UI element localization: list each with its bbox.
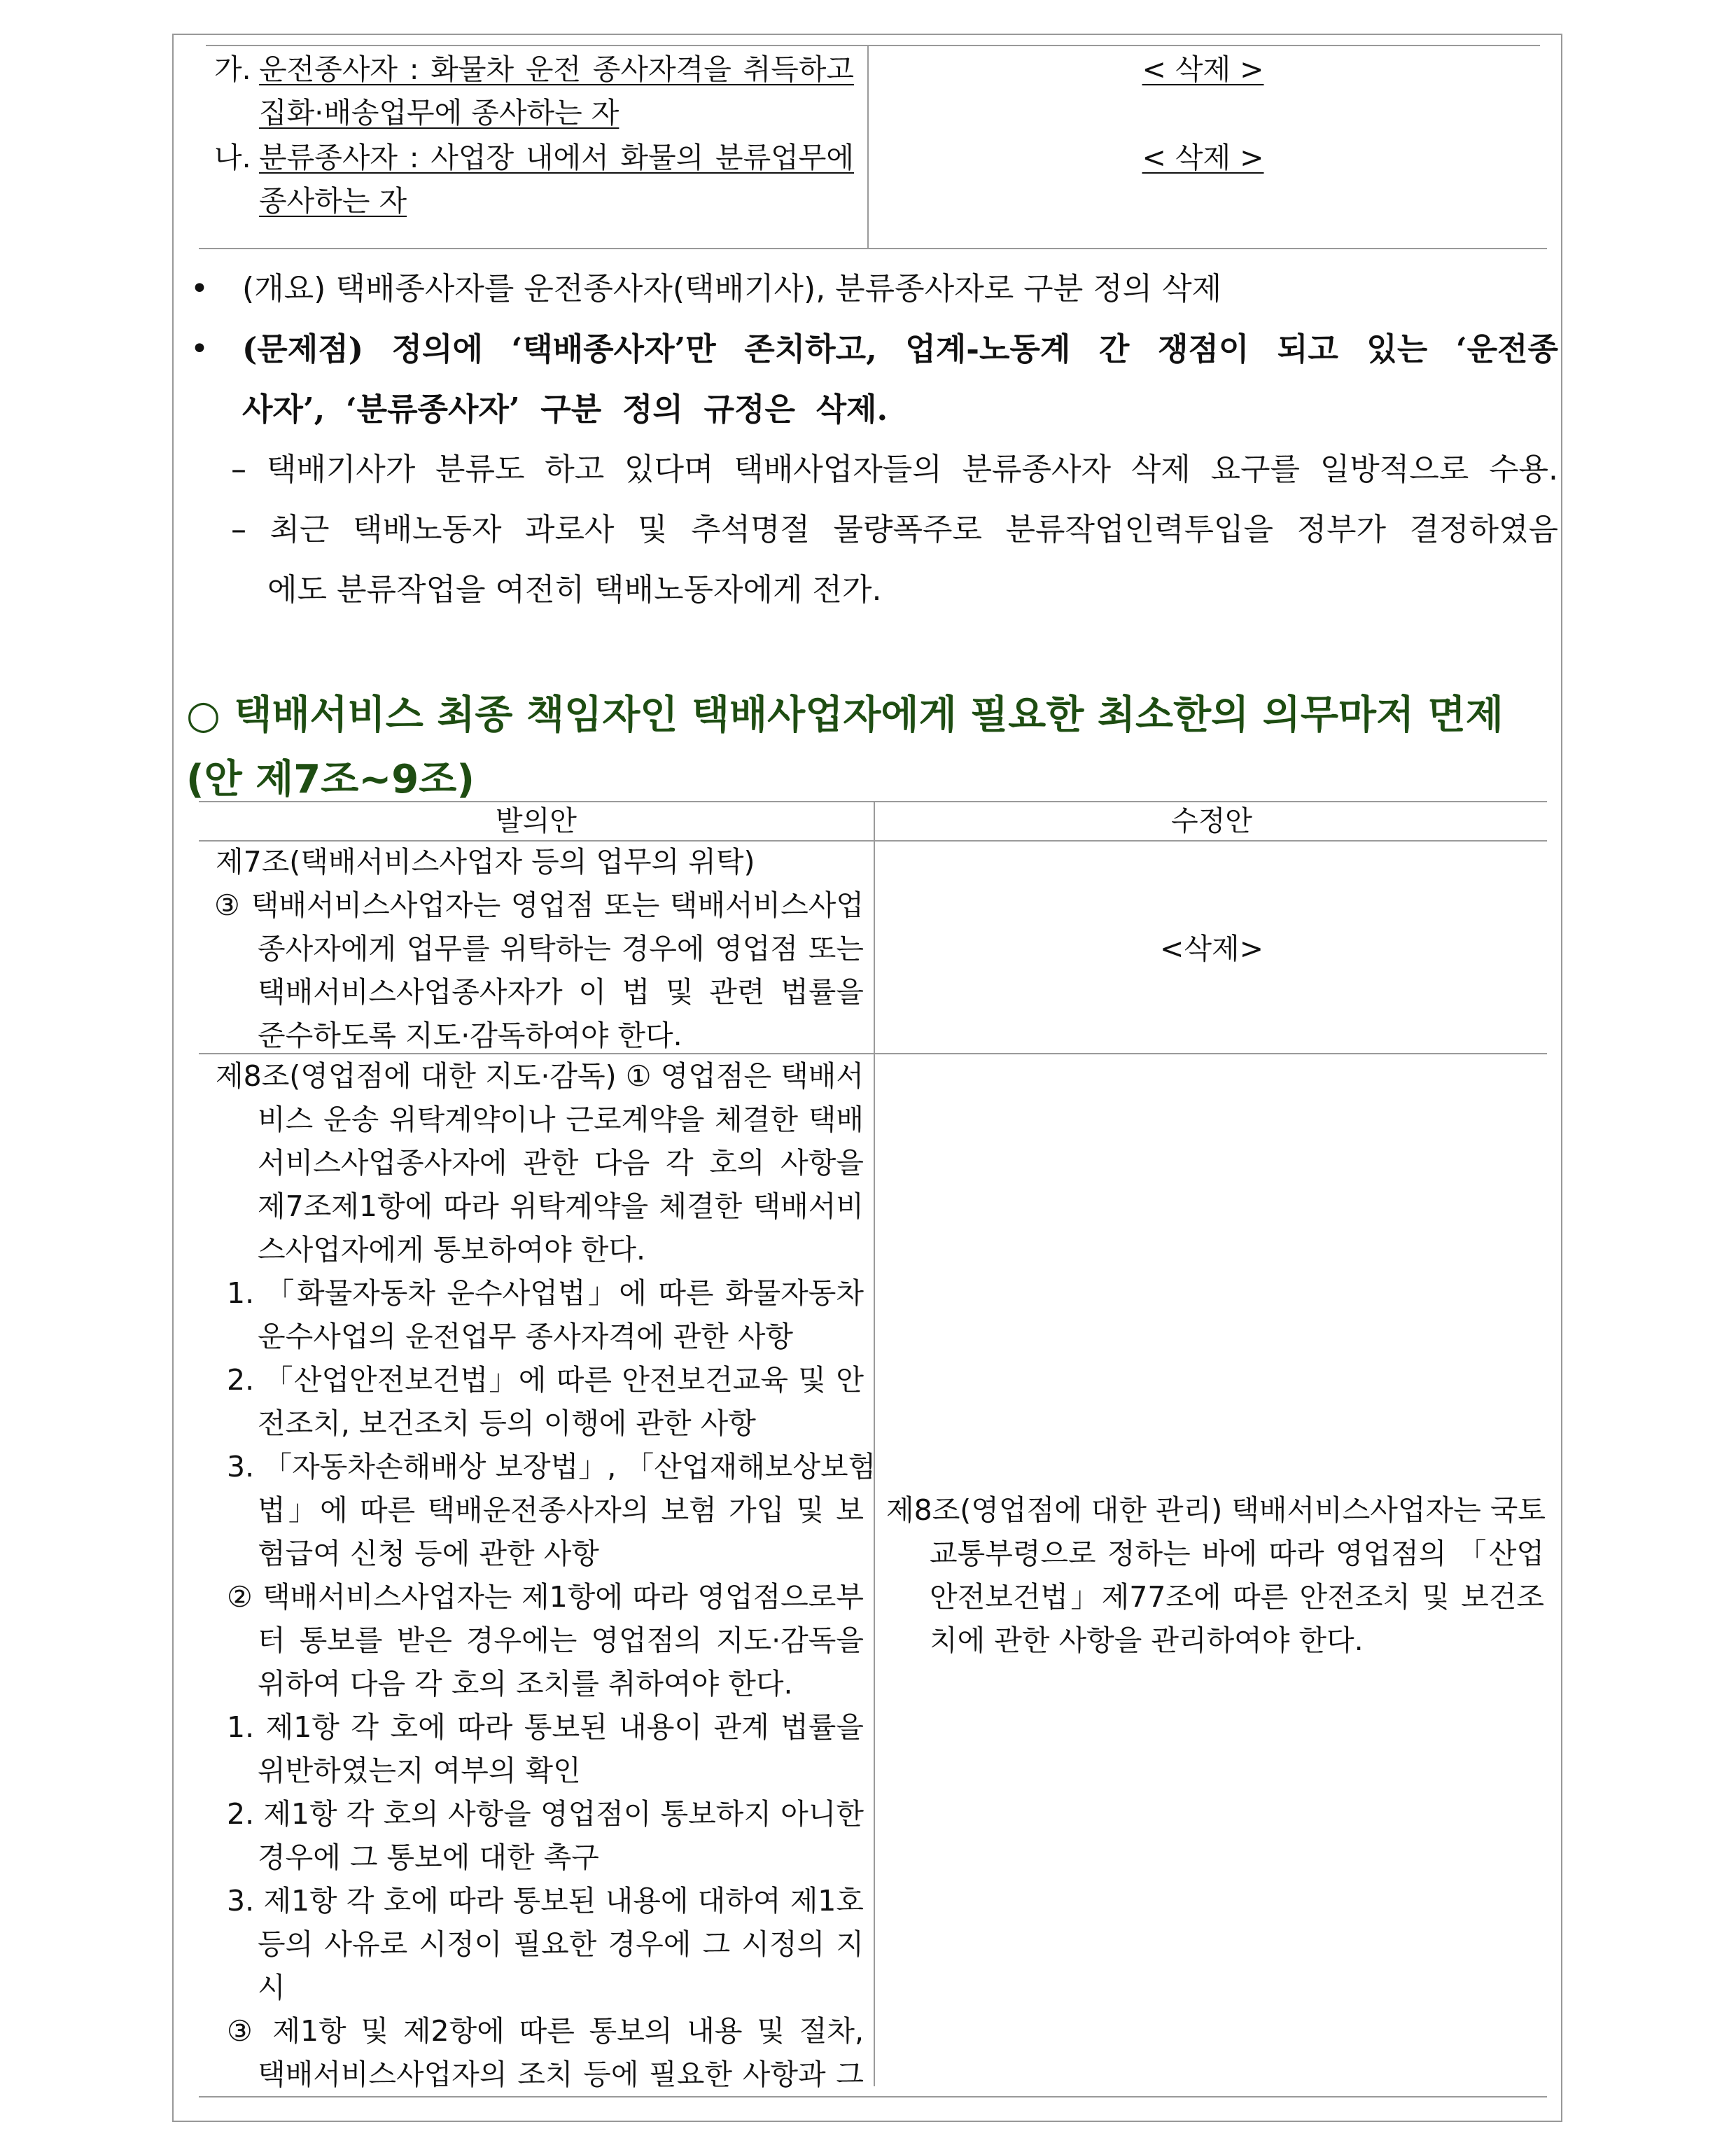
dash-item-1: – 택배기사가 분류도 하고 있다며 택배사업자들의 분류종사자 삭제 요구를 일방적으로 수용. bbox=[231, 452, 1558, 487]
section-heading-line1: ○ 택배서비스 최종 책임자인 택배사업자에게 필요한 최소한의 의무마저 면제 bbox=[186, 692, 1504, 738]
art8-revision-line: 치에 관한 사항을 관리하여야 한다. bbox=[930, 1624, 1364, 1657]
dash-item-2-line1: – 최근 택배노동자 과로사 및 추석명절 물량폭주로 분류작업인력투입을 정부가 결정하였음 bbox=[231, 512, 1558, 547]
art8-paragraph: ② 택배서비스사업자는 제1항에 따라 영업점으로부 bbox=[227, 1580, 864, 1614]
definition-sorter-line2: 종사하는 자 bbox=[259, 184, 407, 218]
art8-line: 스사업자에게 통보하여야 한다. bbox=[258, 1233, 645, 1266]
art8-paragraph: ③ 제1항 및 제2항에 따른 통보의 내용 및 절차, bbox=[227, 2014, 864, 2048]
document-page bbox=[172, 34, 1562, 2122]
bullet-dot: • bbox=[190, 271, 209, 307]
problem-text-line1: (문제점) 정의에 ‘택배종사자’만 존치하고, 업계-노동계 간 쟁점이 되고 있는 ‘운전종 bbox=[242, 330, 1558, 368]
art8-line: 제7조제1항에 따라 위탁계약을 체결한 택배서비 bbox=[258, 1189, 864, 1223]
art8-line: 전조치, 보건조치 등의 이행에 관한 사항 bbox=[258, 1406, 756, 1440]
problem-text-line2: 사자’, ‘분류종사자’ 구분 정의 규정은 삭제. bbox=[242, 391, 888, 428]
art7-line: 종사자에게 업무를 위탁하는 경우에 영업점 또는 bbox=[258, 932, 864, 965]
art7-line: 택배서비스사업종사자가 이 법 및 관련 법률을 bbox=[258, 975, 864, 1009]
art8-revision-line: 제8조(영업점에 대한 관리) 택배서비스사업자는 국토 bbox=[886, 1493, 1546, 1527]
art7-revision: <삭제> bbox=[1160, 932, 1264, 965]
art7-line: ③ 택배서비스사업자는 영업점 또는 택배서비스사업 bbox=[214, 888, 864, 922]
header-amendment: 수정안 bbox=[1171, 805, 1252, 837]
art8-item: 1. 제1항 각 호에 따라 통보된 내용이 관계 법률을 bbox=[227, 1710, 864, 1744]
table-bottom-rule bbox=[199, 248, 1547, 249]
header-proposal: 발의안 bbox=[496, 805, 577, 837]
dash-item-2-line2: 에도 분류작업을 여전히 택배노동자에게 전가. bbox=[267, 572, 882, 608]
revision-deleted-2: < 삭제 > bbox=[1142, 141, 1264, 174]
art8-line: 서비스사업종사자에 관한 다음 각 호의 사항을 bbox=[258, 1146, 864, 1180]
art8-line: 경우에 그 통보에 대한 촉구 bbox=[258, 1841, 599, 1874]
item-marker-na: 나. bbox=[214, 141, 251, 174]
art8-line: 터 통보를 받은 경우에는 영업점의 지도·감독을 bbox=[258, 1624, 864, 1657]
table-top-rule bbox=[206, 45, 1540, 46]
art8-line: 시 bbox=[258, 1971, 286, 2004]
overview-text: (개요) 택배종사자를 운전종사자(택배기사), 분류종사자로 구분 정의 삭제 bbox=[242, 271, 1222, 307]
art8-revision-line: 안전보건법」제77조에 따른 안전조치 및 보건조 bbox=[930, 1580, 1544, 1614]
art8-line: 운수사업의 운전업무 종사자격에 관한 사항 bbox=[258, 1320, 794, 1353]
art8-item: 2. 「산업안전보건법」에 따른 안전보건교육 및 안 bbox=[227, 1363, 864, 1397]
section-heading-line2: (안 제7조~9조) bbox=[186, 757, 475, 802]
art8-line: 등의 사유로 시정이 필요한 경우에 그 시정의 지 bbox=[258, 1927, 864, 1961]
definition-sorter-line1: 분류종사자 : 사업장 내에서 화물의 분류업무에 bbox=[259, 141, 854, 174]
art8-line: 위하여 다음 각 호의 조치를 취하여야 한다. bbox=[258, 1667, 793, 1701]
art8-line: 제8조(영업점에 대한 지도·감독) ① 영업점은 택배서 bbox=[216, 1059, 864, 1093]
art8-line: 험급여 신청 등에 관한 사항 bbox=[258, 1537, 599, 1570]
table2-column-divider bbox=[874, 801, 875, 2086]
art7-line: 준수하도록 지도·감독하여야 한다. bbox=[258, 1019, 682, 1052]
art7-title: 제7조(택배서비스사업자 등의 업무의 위탁) bbox=[216, 845, 755, 879]
art8-item: 1. 「화물자동차 운수사업법」에 따른 화물자동차 bbox=[227, 1276, 864, 1310]
art8-revision-line: 교통부령으로 정하는 바에 따라 영업점의 「산업 bbox=[930, 1537, 1544, 1570]
table2-bottom-rule bbox=[199, 2096, 1547, 2097]
item-marker-ga: 가. bbox=[214, 53, 251, 86]
art8-item: 3. 제1항 각 호에 따라 통보된 내용에 대하여 제1호 bbox=[227, 1884, 864, 1918]
art8-item: 2. 제1항 각 호의 사항을 영업점이 통보하지 아니한 bbox=[227, 1797, 864, 1831]
art8-line: 법」에 따른 택배운전종사자의 보험 가입 및 보 bbox=[258, 1493, 864, 1527]
definition-driver-line1: 운전종사자 : 화물차 운전 종사자격을 취득하고 bbox=[259, 53, 854, 86]
revision-deleted-1: < 삭제 > bbox=[1142, 53, 1264, 86]
art8-line: 택배서비스사업자의 조치 등에 필요한 사항과 그 bbox=[258, 2058, 864, 2091]
art8-item: 3. 「자동차손해배상 보장법」, 「산업재해보상보험 bbox=[227, 1450, 876, 1484]
art8-line: 위반하였는지 여부의 확인 bbox=[258, 1754, 581, 1787]
definition-driver-line2: 집화·배송업무에 종사하는 자 bbox=[259, 96, 620, 130]
bullet-dot: • bbox=[190, 331, 209, 367]
art8-line: 비스 운송 위탁계약이나 근로계약을 체결한 택배 bbox=[258, 1103, 864, 1136]
